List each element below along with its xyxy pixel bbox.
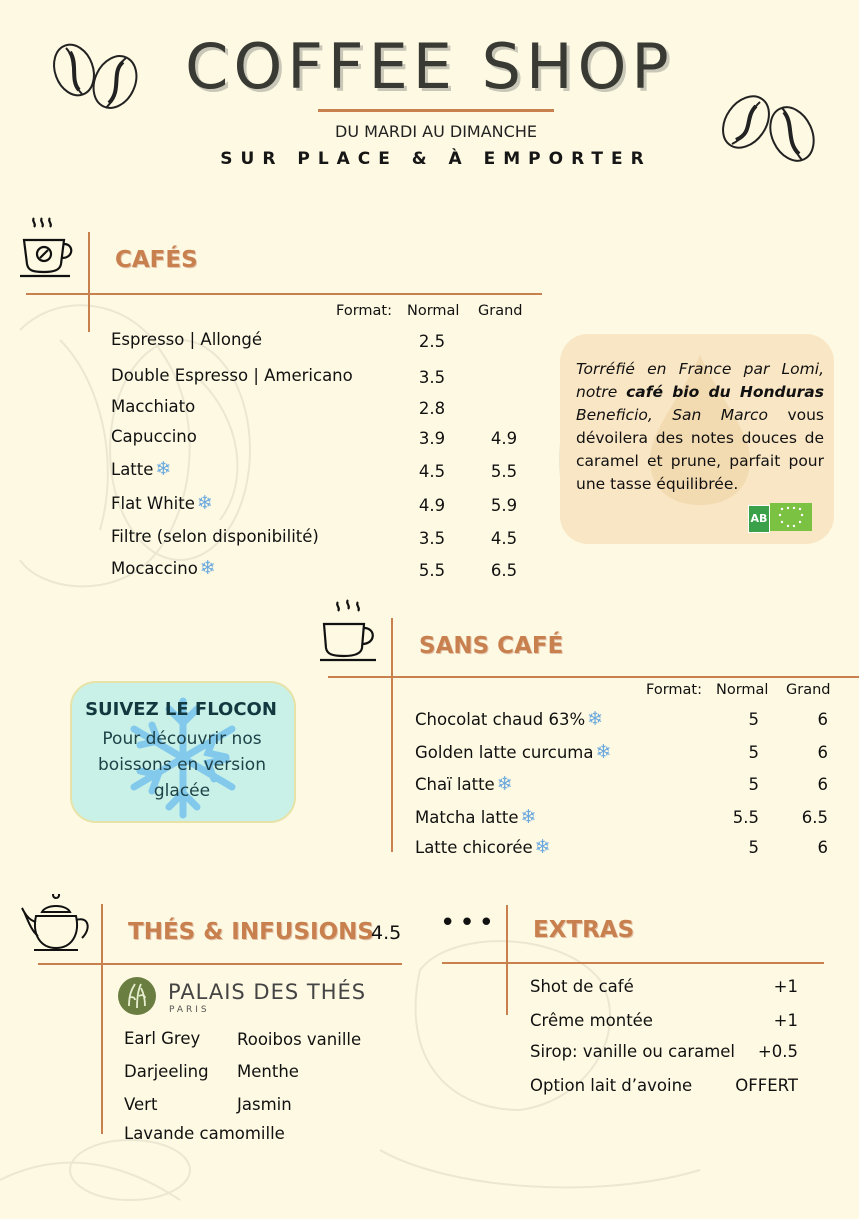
cafes-item-name: Mocaccino xyxy=(111,559,198,578)
cafes-item-name: Macchiato xyxy=(111,397,196,416)
section-dots: ••• xyxy=(440,908,499,938)
extras-item-price: +1 xyxy=(773,977,798,996)
title-underline xyxy=(318,109,554,112)
cafes-item-grand: 4.9 xyxy=(490,429,518,448)
sans-cafe-col-grand: Grand xyxy=(786,682,831,698)
tea-item: Lavande camomille xyxy=(124,1124,285,1143)
cafes-item-name: Double Espresso | Americano xyxy=(111,366,353,385)
coffee-bean-icon xyxy=(48,40,143,112)
cafes-item-grand: 5.9 xyxy=(490,496,518,515)
tea-item: Menthe xyxy=(237,1062,299,1081)
page-title: COFFEE SHOP xyxy=(185,30,674,103)
tea-item: Earl Grey xyxy=(124,1029,201,1048)
snowflake-callout-text: Pour découvrir nos boissons en version glacée xyxy=(98,729,266,801)
extras-item-name: Crême montée xyxy=(530,1011,653,1030)
cafes-item-normal: 4.9 xyxy=(418,496,446,515)
extras-item-price: +1 xyxy=(773,1011,798,1030)
cafes-item-normal: 4.5 xyxy=(418,462,446,481)
thes-vertical-rule xyxy=(101,904,103,1134)
eu-organic-leaf-logo xyxy=(770,503,812,531)
sans-cafe-item-name: Chaï latte xyxy=(415,775,495,794)
teapot-icon xyxy=(20,894,98,954)
cafes-item-grand: 4.5 xyxy=(490,529,518,548)
snowflake-icon: ❄ xyxy=(496,773,513,795)
sans-cafe-item-grand: 6 xyxy=(817,838,828,857)
sans-cafe-col-normal: Normal xyxy=(716,682,769,698)
cafes-item-normal: 2.8 xyxy=(418,399,446,418)
snowflake-icon: ❄ xyxy=(199,557,216,579)
thes-heading: THÉS & INFUSIONS xyxy=(128,919,374,945)
coffee-bean-icon xyxy=(720,90,820,170)
tea-item: Darjeeling xyxy=(124,1062,209,1081)
organic-ab-label: AB xyxy=(750,512,768,525)
sans-cafe-item-name: Latte chicorée xyxy=(415,838,533,857)
thes-price: 4.5 xyxy=(371,922,402,944)
snowflake-icon: ❄ xyxy=(196,492,213,514)
tea-item: Rooibos vanille xyxy=(237,1030,362,1049)
tea-item: Vert xyxy=(124,1095,158,1114)
cafes-item-normal: 5.5 xyxy=(418,561,446,580)
sans-cafe-item-grand: 6 xyxy=(817,743,828,762)
extras-item-name: Option lait d’avoine xyxy=(530,1076,693,1095)
sans-cafe-item-name: Golden latte curcuma xyxy=(415,743,594,762)
sans-cafe-item-normal: 5.5 xyxy=(732,808,759,827)
cafes-item-name: Flat White xyxy=(111,494,195,513)
sans-cafe-item-grand: 6 xyxy=(817,710,828,729)
sans-cafe-heading: SANS CAFÉ xyxy=(419,633,564,659)
cafes-item-name: Capuccino xyxy=(111,427,197,446)
extras-item-price: +0.5 xyxy=(757,1042,798,1061)
opening-days: DU MARDI AU DIMANCHE xyxy=(335,122,537,141)
snowflake-icon: ❄ xyxy=(155,458,172,480)
sans-cafe-item-normal: 5 xyxy=(748,743,759,762)
organic-ab-logo xyxy=(748,505,770,533)
cafes-item-normal: 3.5 xyxy=(418,368,446,387)
sans-cafe-item-grand: 6.5 xyxy=(801,808,828,827)
palais-des-thes-city: PARIS xyxy=(169,1005,210,1015)
bean-info-text xyxy=(576,358,824,496)
cafes-item-name: Espresso | Allongé xyxy=(111,330,263,349)
extras-item-name: Sirop: vanille ou caramel xyxy=(530,1042,736,1061)
sans-cafe-item-normal: 5 xyxy=(748,710,759,729)
extras-horizontal-rule xyxy=(442,962,824,964)
cafes-horizontal-rule xyxy=(26,293,542,295)
extras-item-name: Shot de café xyxy=(530,977,634,996)
cafes-heading: CAFÉS xyxy=(115,247,198,273)
sans-cafe-item-name: Matcha latte xyxy=(415,808,519,827)
sans-cafe-item-normal: 5 xyxy=(748,775,759,794)
sans-cafe-format-label: Format: xyxy=(646,682,702,698)
extras-vertical-rule xyxy=(506,905,508,1015)
info-text-part: vous dévoilera des notes douces de caramel et prune, parfait pour une tasse équilibrée. xyxy=(576,406,824,493)
cafes-item-grand: 5.5 xyxy=(490,462,518,481)
service-mode: SUR PLACE & À EMPORTER xyxy=(220,149,652,169)
info-text-part: Torréfié en France par Lomi, notre xyxy=(576,360,824,401)
cafes-col-normal: Normal xyxy=(407,303,460,319)
info-text-bold: café bio du Honduras xyxy=(626,383,824,401)
palais-des-thes-logo xyxy=(117,976,157,1016)
sans-cafe-item-normal: 5 xyxy=(748,838,759,857)
cafes-format-label: Format: xyxy=(336,303,392,319)
sans-cafe-item-grand: 6 xyxy=(817,775,828,794)
thes-horizontal-rule xyxy=(38,963,402,965)
snowflake-icon: ❄ xyxy=(595,741,612,763)
snowflake-icon: ❄ xyxy=(534,836,551,858)
sans-cafe-vertical-rule xyxy=(391,618,393,852)
cafes-item-normal: 3.9 xyxy=(418,429,446,448)
cafes-item-grand: 6.5 xyxy=(490,561,518,580)
cafes-item-name: Filtre (selon disponibilité) xyxy=(111,527,319,546)
sans-cafe-item-name: Chocolat chaud 63% xyxy=(415,710,586,729)
cafes-col-grand: Grand xyxy=(478,303,523,319)
cafes-item-name: Latte xyxy=(111,460,154,479)
info-text-part: Beneficio, San Marco xyxy=(576,406,788,424)
coffee-cup-icon xyxy=(18,214,78,280)
coffee-cup-icon xyxy=(318,598,382,664)
snowflake-callout-title: SUIVEZ LE FLOCON xyxy=(85,699,277,720)
tea-item: Jasmin xyxy=(237,1095,292,1114)
extras-heading: EXTRAS xyxy=(533,917,635,943)
cafes-item-normal: 3.5 xyxy=(418,529,446,548)
snowflake-icon: ❄ xyxy=(587,708,604,730)
sans-cafe-horizontal-rule xyxy=(328,676,859,678)
extras-item-price: OFFERT xyxy=(735,1076,798,1095)
palais-des-thes-name: PALAIS DES THÉS xyxy=(168,980,367,1004)
snowflake-icon: ❄ xyxy=(520,806,537,828)
cafes-item-normal: 2.5 xyxy=(418,332,446,351)
cafes-vertical-rule xyxy=(88,232,90,332)
